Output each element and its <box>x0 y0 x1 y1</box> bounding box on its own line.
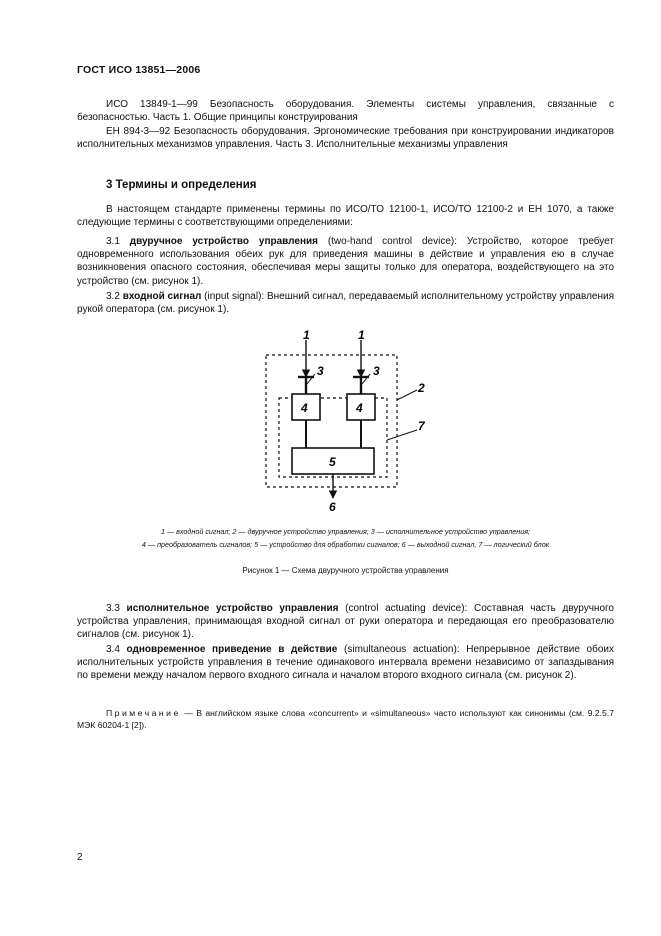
definition-term: одновременное приведение в действие <box>126 644 338 655</box>
definition-3-2 <box>77 290 614 316</box>
definition-number: 3.3 <box>106 603 127 614</box>
label-actuator-3-right: 3 <box>373 364 380 378</box>
definition-number: 3.1 <box>106 236 130 247</box>
actuator-left <box>298 374 315 394</box>
section-intro: В настоящем стандарте применены термины по ИСО/ТО 12100-1, ИСО/ТО 12100-2 и ЕН 1070, а также следующие термины с соответствующими определениями: <box>77 204 614 229</box>
definition-text: (input signal): Внешний сигнал, передаваемый исполнительному устройству управления рукой оператора (см. рисунок 1). <box>77 291 614 316</box>
label-processor-5: 5 <box>329 455 336 469</box>
page-number: 2 <box>77 852 83 863</box>
figure-1-diagram <box>255 330 440 515</box>
section-title: 3 Термины и определения <box>106 179 257 191</box>
note <box>77 707 614 731</box>
note-text: — В английском языке слова «concurrent» и «simultaneous» часто используют как синонимы (см. 9.2.5.7 МЭК 60204-1 [2]). <box>77 708 614 730</box>
definition-number: 3.2 <box>106 291 123 302</box>
note-lead: Примечание <box>106 708 181 718</box>
definition-term: исполнительное устройство управления <box>126 603 339 614</box>
reference-iso-13849: ИСО 13849-1—99 Безопасность оборудования. Элементы системы управления, связанные с безопасностью. Часть 1. Общие принципы конструирования <box>77 99 614 124</box>
figure-title: Рисунок 1 — Схема двуручного устройства управления <box>242 566 449 575</box>
label-input-1-right: 1 <box>358 330 365 342</box>
label-boundary-2: 2 <box>418 381 425 395</box>
standard-header: ГОСТ ИСО 13851—2006 <box>77 64 201 76</box>
definition-text: (simultaneous actuation): Непрерывное действие обоих исполнительных устройств управления в течение одинакового интервала времени независимо от запаздывания по времени между началом первого входного сигнала и началом второго входного сигнала (см. рисунок 2). <box>77 644 614 682</box>
actuator-right <box>353 374 370 394</box>
label-actuator-3-left: 3 <box>317 364 324 378</box>
definition-3-1 <box>77 235 614 288</box>
definition-term: входной сигнал <box>122 291 202 302</box>
definition-number: 3.4 <box>106 644 127 655</box>
definition-text: (two-hand control device): Устройство, которое требует одновременного использования обеих рук для приведения машины в действие и управления ею в случае возникновения опасного состояния, обеспечивая меры защиты только для оператора, воздействующего на это устройство (см. рисунок 1). <box>77 236 614 287</box>
label-logic-7: 7 <box>418 419 425 433</box>
definition-text: (control actuating device): Составная часть двуручного устройства управления, принимающая входной сигнал от руки оператора и передающая его преобразователю сигналов (см. рисунок 1). <box>77 603 614 641</box>
label-converter-4-left: 4 <box>301 401 308 415</box>
leader-7 <box>387 430 417 440</box>
definition-3-3 <box>77 602 614 642</box>
label-converter-4-right: 4 <box>356 401 363 415</box>
label-input-1-left: 1 <box>303 330 310 342</box>
leader-2 <box>397 390 417 400</box>
label-output-6: 6 <box>329 500 336 514</box>
definition-3-4 <box>77 643 614 683</box>
reference-en-894: ЕН 894-3—92 Безопасность оборудования. Эргономические требования при конструировании индикаторов исполнительных механизмов управления. Часть 3. Исполнительные механизмы управления <box>77 126 614 151</box>
definition-term: двуручное устройство управления <box>129 236 318 247</box>
figure-legend-line-2: 4 — преобразователь сигналов; 5 — устройство для обработки сигналов; 6 — выходной сигнал, 7 — логический блок <box>141 540 550 549</box>
figure-legend-line-1: 1 — входной сигнал; 2 — двуручное устройство управления; 3 — исполнительное устройство управления; <box>160 527 531 536</box>
